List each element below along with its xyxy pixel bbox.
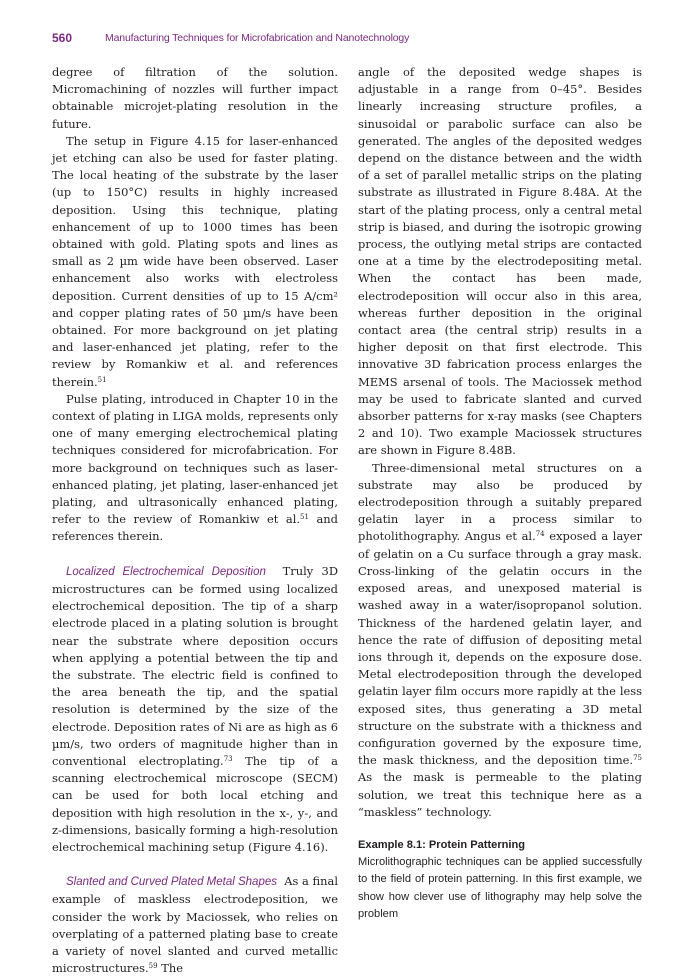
paragraph: Three-dimensional metal structures on a substrate may also be produced by electrodeposition through a suitably prepared gelatin layer in a process similar to photolithography. Angus et al.$^{74}$ exposed a layer of gelatin on a Cu surface through a gray mask. Cross-linking of the gelatin occurs in the exposed areas, and unexposed material is washed away in a water/isopropanol solution. Thickness of the hardened gelatin layer, and hence the rate of diffusion of depositing metal ions through it, depends on the exposure dose. Metal electrodeposition through the developed gelatin layer film occurs more rapidly at the less exposed sites, thus generating a 3D metal structure on the substrate with a thickness and configuration governed by the exposure time, the mask thickness, and the deposition time.$^{75}$ As the mask is permeable to the plating solution, we treat this technique here as a “maskless” technology.: [358, 460, 642, 819]
page-header: [52, 31, 652, 47]
right-column: [358, 64, 642, 923]
paragraph: Slanted and Curved Plated Metal Shapes As a final example of maskless electrodeposition, we consider the work by Maciossek, who relies on overplating of a patterned plating base to create a variety of novel slanted and curved metallic microstructures.$^{59}$ The: [52, 874, 338, 976]
citation-ref: 74: [535, 530, 545, 539]
paragraph: Localized Electrochemical Deposition Truly 3D microstructures can be formed using localized electrochemical deposition. The tip of a sharp electrode placed in a plating solution is brought near the substrate where deposition occurs when applying a potential between the tip and the substrate. The electric field is confined to the area beneath the tip, and the spatial resolution is determined by the size of the electrode. Deposition rates of Ni are as high as 6 µm/s, two orders of magnitude higher than in conventional electroplating.$^{73}$ The tip of a scanning electrochemical microscope (SECM) can be used for both local etching and deposition with high resolution in the x-, y-, and z-dimensions, basically forming a high-resolution electrochemical machining setup (Figure 4.16).: [52, 563, 338, 854]
paragraph: degree of filtration of the solution. Micromachining of nozzles will further impact obtainable microjet-plating resolution in the future.: [52, 65, 338, 131]
subsection-heading: Localized Electrochemical Deposition: [66, 565, 266, 578]
example-box: [358, 837, 642, 923]
paragraph: The setup in Figure 4.15 for laser-enhanced jet etching can also be used for faster plating. The local heating of the substrate by the laser (up to 150°C) results in highly increased deposition. Using this technique, plating enhancement of up to 1000 times has been obtained with gold. Plating spots and lines as small as 2 µm wide have been observed. Laser enhancement also works with electroless deposition. Current densities of up to 15 A/cm² and copper plating rates of 50 µm/s have been obtained. For more background on jet plating and laser-enhanced jet plating, refer to the review by Romankiw et al. and references therein.$^{51}$: [52, 133, 338, 389]
paragraph: angle of the deposited wedge shapes is adjustable in a range from 0–45°. Besides linearly increasing structure profiles, a sinusoidal or parabolic surface can also be generated. The angles of the deposited wedges depend on the distance between and the width of a set of parallel metallic strips on the plating substrate as illustrated in Figure 8.48A. At the start of the plating process, only a central metal strip is biased, and during the isotropic growing process, the outlying metal strips are contacted one at a time by the electrodepositing metal. When the contact has been made, electrodeposition will occur also in this area, whereas further deposition in the original contact area (the central strip) results in a higher deposit on that first electrode. This innovative 3D fabrication process enlarges the MEMS arsenal of tools. The Maciossek method may be used to fabricate slanted and curved absorber patterns for x-ray masks (see Chapters 2 and 10). Two example Maciossek structures are shown in Figure 8.48B.: [358, 65, 642, 458]
subsection-heading: Slanted and Curved Plated Metal Shapes: [66, 876, 277, 889]
paragraph: Pulse plating, introduced in Chapter 10 in the context of plating in LIGA molds, represents only one of many emerging electrochemical plating techniques considered for microfabrication. For more background on techniques such as laser-enhanced plating, jet plating, laser-enhanced jet plating, and ultrasonically enhanced plating, refer to the review of Romankiw et al.$^{51}$ and references therein.: [52, 391, 338, 544]
example-title: Example 8.1: Protein Patterning: [358, 838, 526, 851]
running-title: Manufacturing Techniques for Microfabrication and Nanotechnology: [105, 32, 410, 44]
citation-ref: 75: [633, 754, 642, 763]
left-column: [52, 64, 338, 977]
citation-ref: 73: [223, 754, 233, 763]
example-body: Microlithographic techniques can be applied successfully to the field of protein patterning. In this first example, we show how clever use of lithography may help solve the problem: [358, 856, 642, 920]
page-number: 560: [52, 31, 73, 45]
citation-ref: 51: [97, 375, 107, 384]
citation-ref: 59: [148, 962, 158, 971]
citation-ref: 51: [300, 513, 309, 522]
